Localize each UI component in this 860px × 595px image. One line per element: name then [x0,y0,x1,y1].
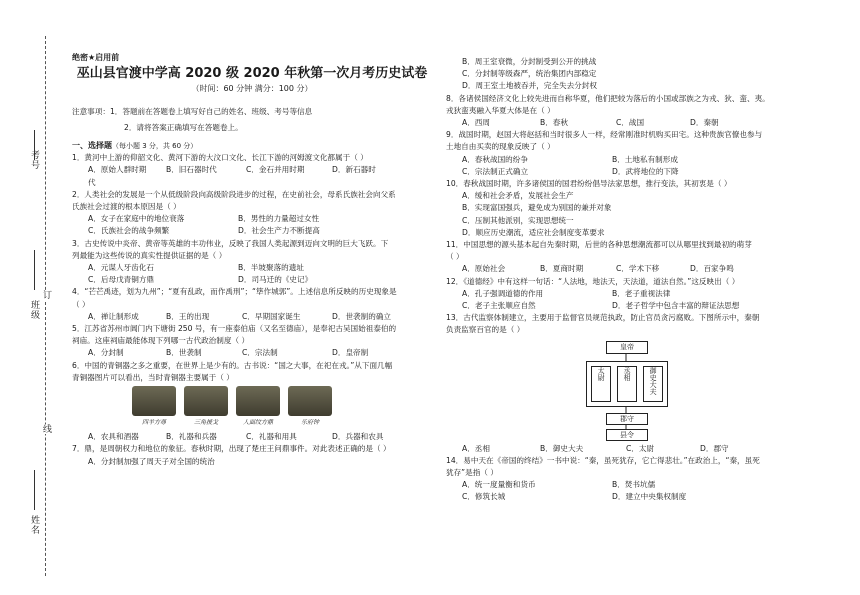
options-12a [446,288,846,300]
diagram-yushi [643,366,663,402]
diagram-chancellor [617,366,637,402]
vessel-caption: 四羊方尊 [141,419,166,427]
bronze-images [72,386,432,429]
option: C．太尉 [626,443,655,453]
option: B．春秋 [540,118,568,128]
options-3b [72,274,432,286]
question-13-cont: 负责监察百官的是（ ） [446,325,525,335]
question-9-cont: 土地自由买卖的现象反映了（ ） [446,142,555,152]
option: A．丞相 [462,443,490,453]
question-6: 6．中国的青铜器之多之重要，在世界上是少有的。古书说：“国之大事，在祀在戎。”从下面几幅 [72,360,393,370]
options-12b [446,300,846,312]
option: D．世袭制的确立 [332,311,392,321]
note-line: 2．请将答案正确填写在答题卷上。 [124,122,243,132]
option: C．学术下移 [616,264,660,274]
options-2b [72,225,432,237]
exam-title: 巫山县官渡中学高 2020 级 2020 年秋第一次月考历史试卷 [76,66,428,82]
question-9: 9．战国时期，赵国大将赵括和当时很多人一样，经常刚准时机购买田宅。这种贵族官僚也参与 [446,130,763,140]
option: C．金石并用时期 [246,165,305,175]
question-12: 12．《道德经》中有这样一句话：“人法地，地法天，天法道，道法自然。”这反映出（ ） [446,276,740,286]
margin-label-xingming: 姓名 [29,515,39,535]
option: D．建立中央集权制度 [612,492,687,502]
vessel-image [184,386,228,429]
diagram-emperor: 皇帝 [606,341,648,354]
option: A．缓和社会矛盾，发展社会生产 [462,191,574,201]
question-5: 5．江苏省苏州市阊门内下塘街 250 号，有一座泰伯庙（又名至德庙），是奉祀古吴国始祖泰伯的 [72,324,397,334]
exam-subtitle: （时间：60 分钟 满分：100 分） [191,84,313,94]
diagram-label: 丞相 [623,366,632,381]
vessel-image [288,386,332,429]
option: B．礼器和兵器 [166,432,217,442]
options-5 [72,347,432,359]
margin-underline [34,250,35,290]
option: A．春秋战国的纷争 [462,154,528,164]
notes [72,106,432,134]
options-14b [446,491,846,503]
question-8: 8．各诸侯国经济文化上较先进而自称华夏，他们把较为落后的小国或部族之为戎、狄、蛮、夷。 [446,93,770,103]
question-10: 10．春秋战国时期，许多诸侯国的国君纷纷倡导法家思想，推行变法，其初衷是（ ） [446,179,732,189]
option: D．郡守 [700,443,729,453]
option: D．兵器和农具 [332,432,384,442]
diagram-label: 御史大夫 [649,366,658,395]
section-desc: （每小题 3 分，共 60 分） [112,142,198,151]
option: C．氏族社会的战争频繁 [88,226,170,236]
left-column [72,52,432,468]
section-name: 一、选择题 [72,141,112,151]
margin-underline [34,470,35,510]
question-4: 4．“芒芒禹迹，划为九州”；“夏有乱政，而作禹刑”；“筚作城郭”。上述信息所反映的历史现象是 [72,287,397,297]
vessel-caption: 人面纹方鼎 [242,419,273,427]
question-11: 11．中国思想的源头基本起自先秦时期，后世的各种思想潮流都可以从哪里找到最初的萌芽 [446,240,752,250]
options-3a [72,262,432,274]
margin-label-banji: 班级 [29,300,39,320]
options-9b [446,166,846,178]
note-line: 注意事项：1．答题前在答题卷上填写好自己的姓名、班级、考号等信息 [72,106,313,116]
diagram-xianling: 县令 [606,429,648,441]
vessel-image [132,386,176,429]
question-8-cont: 戎狄蛮夷融入华夏大体是在（ ） [446,105,555,115]
options-6 [72,431,432,443]
binding-margin [0,0,60,595]
vessel-caption: 三角援戈 [193,419,218,427]
option: B．焚书坑儒 [612,480,656,490]
option: B．王的出现 [166,311,210,321]
option: B．土地私有制形成 [612,154,678,164]
options-11 [446,263,846,275]
vessel-photo [288,386,332,416]
margin-label-kaohao: 考号 [29,150,39,170]
question-14: 14．易中天在《帝国的终结》一书中说：“秦，虽死犹存，它亡得悲壮。”在政治上，“秦，虽死 [446,455,760,465]
options-9a [446,154,846,166]
options-8 [446,117,846,129]
option: B．御史大夫 [540,443,584,453]
option: D．老子哲学中包含丰富的辩证法思想 [612,301,740,311]
vessel-image [236,386,280,429]
vessel-photo [236,386,280,416]
option: B．实现富国强兵，避免成为别国的兼并对象 [462,203,612,213]
option: C．宗法制正式确立 [462,166,529,176]
question-3: 3．古史传说中炎帝、黄帝等英雄的丰功伟业，反映了我国人类起源到迈向文明的巨大飞跃。下 [72,238,389,248]
diagram-taiwei [591,366,611,402]
option: D．周王室土地被吞并，完全失去分封权 [462,81,597,91]
option: A．元谋人牙齿化石 [88,263,154,273]
options-1 [72,164,432,176]
option: B．老子重视法律 [612,288,671,298]
options-2a [72,213,432,225]
question-7: 7．鼎，是周朝权力和地位的象征。春秋时期，出现了楚庄王问鼎事件。对此表述正确的是（ ） [72,444,391,454]
option: A．禅让制形成 [88,311,139,321]
option: A．原始社会 [462,264,506,274]
options-4 [72,311,432,323]
option: C．礼器和用具 [246,432,297,442]
option: B．周王室衰微，分封制受到公开的挑战 [462,57,597,66]
option: C．后母戊青铜方鼎 [88,275,155,285]
option: C．修筑长城 [462,492,506,502]
margin-underline [34,130,35,160]
option: C．压制其他派别，实现思想统一 [462,215,574,225]
question-5-cont: 祠庙。这座祠庙最能体现下列哪一古代政治制度（ ） [72,336,250,346]
diagram-officials-frame [586,361,668,407]
vessel-photo [184,386,228,416]
option: D．顺应历史潮流，适应社会制度变革要求 [462,227,605,237]
question-2: 2．人类社会的发展是一个从低级阶段向高级阶段进步的过程，在史前社会，母系氏族社会向父系 [72,189,396,199]
question-11-cont: （ ） [446,252,464,262]
question-4-cont: （ ） [72,299,90,309]
vessel-photo [132,386,176,416]
option: A．分封制加强了周天子对全国的统治 [88,456,215,466]
option: A．分封制 [88,348,124,358]
vessel-caption: 乐府钟 [300,419,319,427]
right-column [446,56,846,504]
question-2-cont: 氏族社会过渡的根本原因是（ ） [72,202,181,212]
option: C．老子主张顺应自然 [462,301,536,311]
secret-label: 绝密★启用前 [72,53,120,62]
option: D．司马迁的《史记》 [238,275,313,285]
cut-line [45,36,46,576]
option-wrap: 代 [88,177,96,187]
option: C．宗法制 [242,348,278,358]
option: A．西周 [462,118,490,128]
option: B．旧石器时代 [166,165,217,175]
qin-bureaucracy-diagram [576,341,676,439]
option: C．早期国家诞生 [242,311,301,321]
option: A．女子在家庭中的地位衰落 [88,214,185,224]
option: B．半坡聚落的遗址 [238,263,304,273]
options-13 [446,443,846,455]
margin-label-ding: 订 [41,290,51,300]
option: D．秦朝 [690,118,719,128]
option: B．夏商时期 [540,264,584,274]
diagram-label: 太尉 [597,366,606,381]
option: D．武将地位的下降 [612,166,679,176]
option: C．战国 [616,118,645,128]
option: B．男性的力量超过女性 [238,214,320,224]
question-1: 1．黄河中上游的仰韶文化、黄河下游的大汶口文化、长江下游的河姆渡文化都属于（ ） [72,153,368,163]
options-14a [446,479,846,491]
option: C．分封制等级森严，统治集团内部稳定 [462,69,597,79]
option: A．统一度量衡和货币 [462,480,536,490]
option: D．百家争鸣 [690,264,734,274]
option: A．孔子强调道德的作用 [462,288,544,298]
question-14-cont: 犹存”是指（ ） [446,468,498,478]
option: A．农具和酒器 [88,432,139,442]
option: A．原始人群时期 [88,165,147,175]
question-13: 13．古代监察体制建立，主要用于监督官员规范执政，防止官员贪污腐败。下图所示中，秦朝 [446,313,760,323]
diagram-junshou: 郡守 [606,413,648,425]
question-3-cont: 列最能为这些传说的真实性提供证据的是（ ） [72,250,227,260]
question-6-cont: 青铜器图片可以看出，当时青铜器主要属于（ ） [72,372,234,382]
margin-label-xian: 线 [41,424,51,434]
section-title [72,140,432,152]
option: B．世袭制 [166,348,202,358]
option: D．新石器时 [332,165,376,175]
option: D．社会生产力不断提高 [238,226,320,236]
option: D．皇帝制 [332,348,369,358]
